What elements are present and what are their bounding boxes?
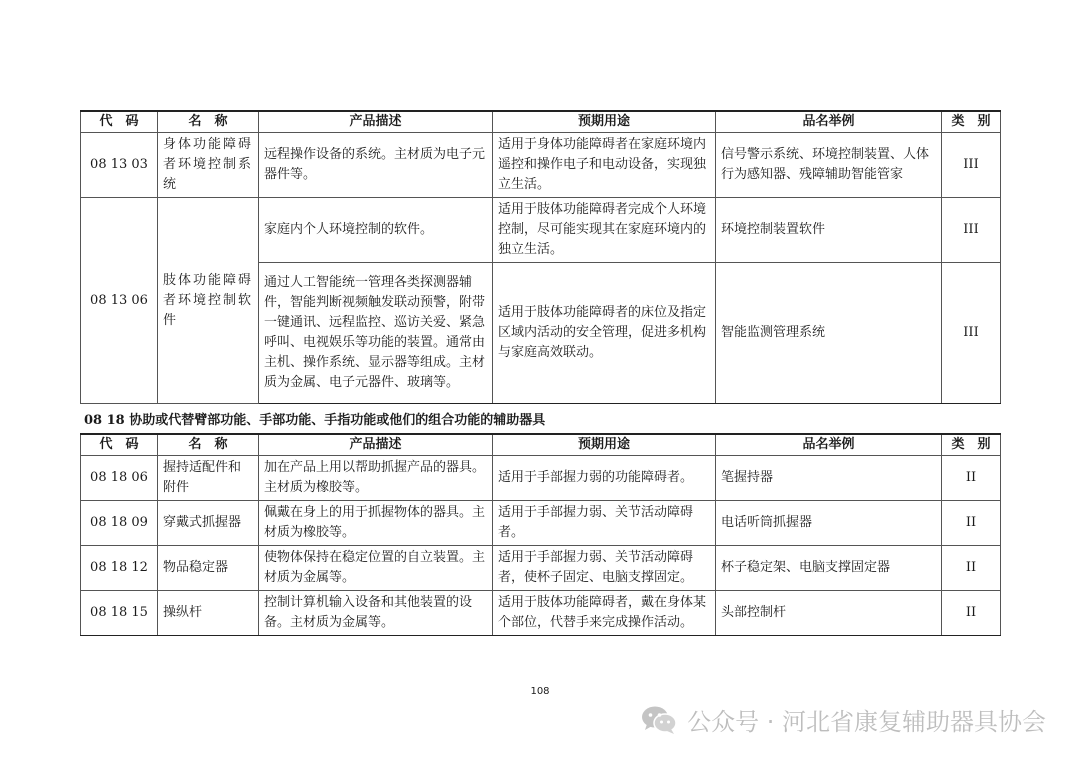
row-examples: 头部控制杆 (716, 591, 942, 636)
row-intended-use: 适用于肢体功能障碍者完成个人环境控制，尽可能实现其在家庭环境内的独立生活。 (493, 198, 716, 263)
table-header-row (81, 434, 1001, 456)
header-description: 产品描述 (259, 111, 493, 133)
row-name: 握持适配件和附件 (158, 456, 259, 501)
row-category: III (942, 198, 1001, 263)
row-examples: 环境控制装置软件 (716, 198, 942, 263)
header-category: 类 别 (942, 111, 1001, 133)
header-examples: 品名举例 (716, 434, 942, 456)
row-description: 佩戴在身上的用于抓握物体的器具。主材质为橡胶等。 (259, 501, 493, 546)
row-intended-use: 适用于手部握力弱、关节活动障碍者。 (493, 501, 716, 546)
header-intended-use: 预期用途 (493, 434, 716, 456)
table-header-row (81, 111, 1001, 133)
row-examples: 信号警示系统、环境控制装置、人体行为感知器、残障辅助智能管家 (716, 133, 942, 198)
row-description: 控制计算机输入设备和其他装置的设备。主材质为金属等。 (259, 591, 493, 636)
row-category: II (942, 591, 1001, 636)
row-category: II (942, 456, 1001, 501)
row-name: 穿戴式抓握器 (158, 501, 259, 546)
row-intended-use: 适用于肢体功能障碍者的床位及指定区域内活动的安全管理，促进多机构与家庭高效联动。 (493, 263, 716, 404)
header-intended-use: 预期用途 (493, 111, 716, 133)
row-description: 通过人工智能统一管理各类探测器辅件，智能判断视频触发联动预警，附带一键通讯、远程监控、巡访关爱、紧急呼叫、电视娱乐等功能的装置。通常由主机、操作系统、显示器等组成。主材质为金属、电子元器件、玻璃等。 (259, 263, 493, 404)
row-description: 远程操作设备的系统。主材质为电子元器件等。 (259, 133, 493, 198)
row-intended-use: 适用于身体功能障碍者在家庭环境内遥控和操作电子和电动设备，实现独立生活。 (493, 133, 716, 198)
row-name: 操纵杆 (158, 591, 259, 636)
table-row (81, 591, 1001, 636)
table-row (81, 198, 1001, 263)
row-examples: 杯子稳定架、电脑支撑固定器 (716, 546, 942, 591)
device-table-1 (80, 110, 1001, 404)
row-examples: 智能监测管理系统 (716, 263, 942, 404)
row-name: 身体功能障碍者环境控制系统 (158, 133, 259, 198)
table-row (81, 546, 1001, 591)
watermark (641, 702, 1046, 737)
row-examples: 笔握持器 (716, 456, 942, 501)
wechat-icon (641, 705, 677, 735)
row-code: 08 18 09 (81, 501, 158, 546)
row-examples: 电话听筒抓握器 (716, 501, 942, 546)
row-description: 加在产品上用以帮助抓握产品的器具。主材质为橡胶等。 (259, 456, 493, 501)
row-intended-use: 适用于肢体功能障碍者，戴在身体某个部位，代替手来完成操作活动。 (493, 591, 716, 636)
row-category: II (942, 546, 1001, 591)
device-table-2 (80, 433, 1001, 636)
section-title: 08 18 协助或代替臂部功能、手部功能、手指功能或他们的组合功能的辅助器具 (84, 413, 546, 428)
row-intended-use: 适用于手部握力弱、关节活动障碍者，使杯子固定、电脑支撑固定。 (493, 546, 716, 591)
row-intended-use: 适用于手部握力弱的功能障碍者。 (493, 456, 716, 501)
table-row (81, 456, 1001, 501)
row-description: 使物体保持在稳定位置的自立装置。主材质为金属等。 (259, 546, 493, 591)
table-row (81, 133, 1001, 198)
header-category: 类 别 (942, 434, 1001, 456)
row-category: III (942, 263, 1001, 404)
row-code: 08 18 12 (81, 546, 158, 591)
table-row (81, 501, 1001, 546)
page-number: 108 (530, 686, 550, 697)
header-examples: 品名举例 (716, 111, 942, 133)
watermark-text: 公众号 · 河北省康复辅助器具协会 (687, 708, 1046, 736)
header-description: 产品描述 (259, 434, 493, 456)
row-name: 肢体功能障碍者环境控制软件 (158, 198, 259, 404)
header-code: 代 码 (81, 111, 158, 133)
header-name: 名 称 (158, 434, 259, 456)
row-category: III (942, 133, 1001, 198)
header-code: 代 码 (81, 434, 158, 456)
header-name: 名 称 (158, 111, 259, 133)
row-code: 08 18 06 (81, 456, 158, 501)
row-name: 物品稳定器 (158, 546, 259, 591)
row-category: II (942, 501, 1001, 546)
row-code: 08 13 03 (81, 133, 158, 198)
row-code: 08 13 06 (81, 198, 158, 404)
row-code: 08 18 15 (81, 591, 158, 636)
row-description: 家庭内个人环境控制的软件。 (259, 198, 493, 263)
